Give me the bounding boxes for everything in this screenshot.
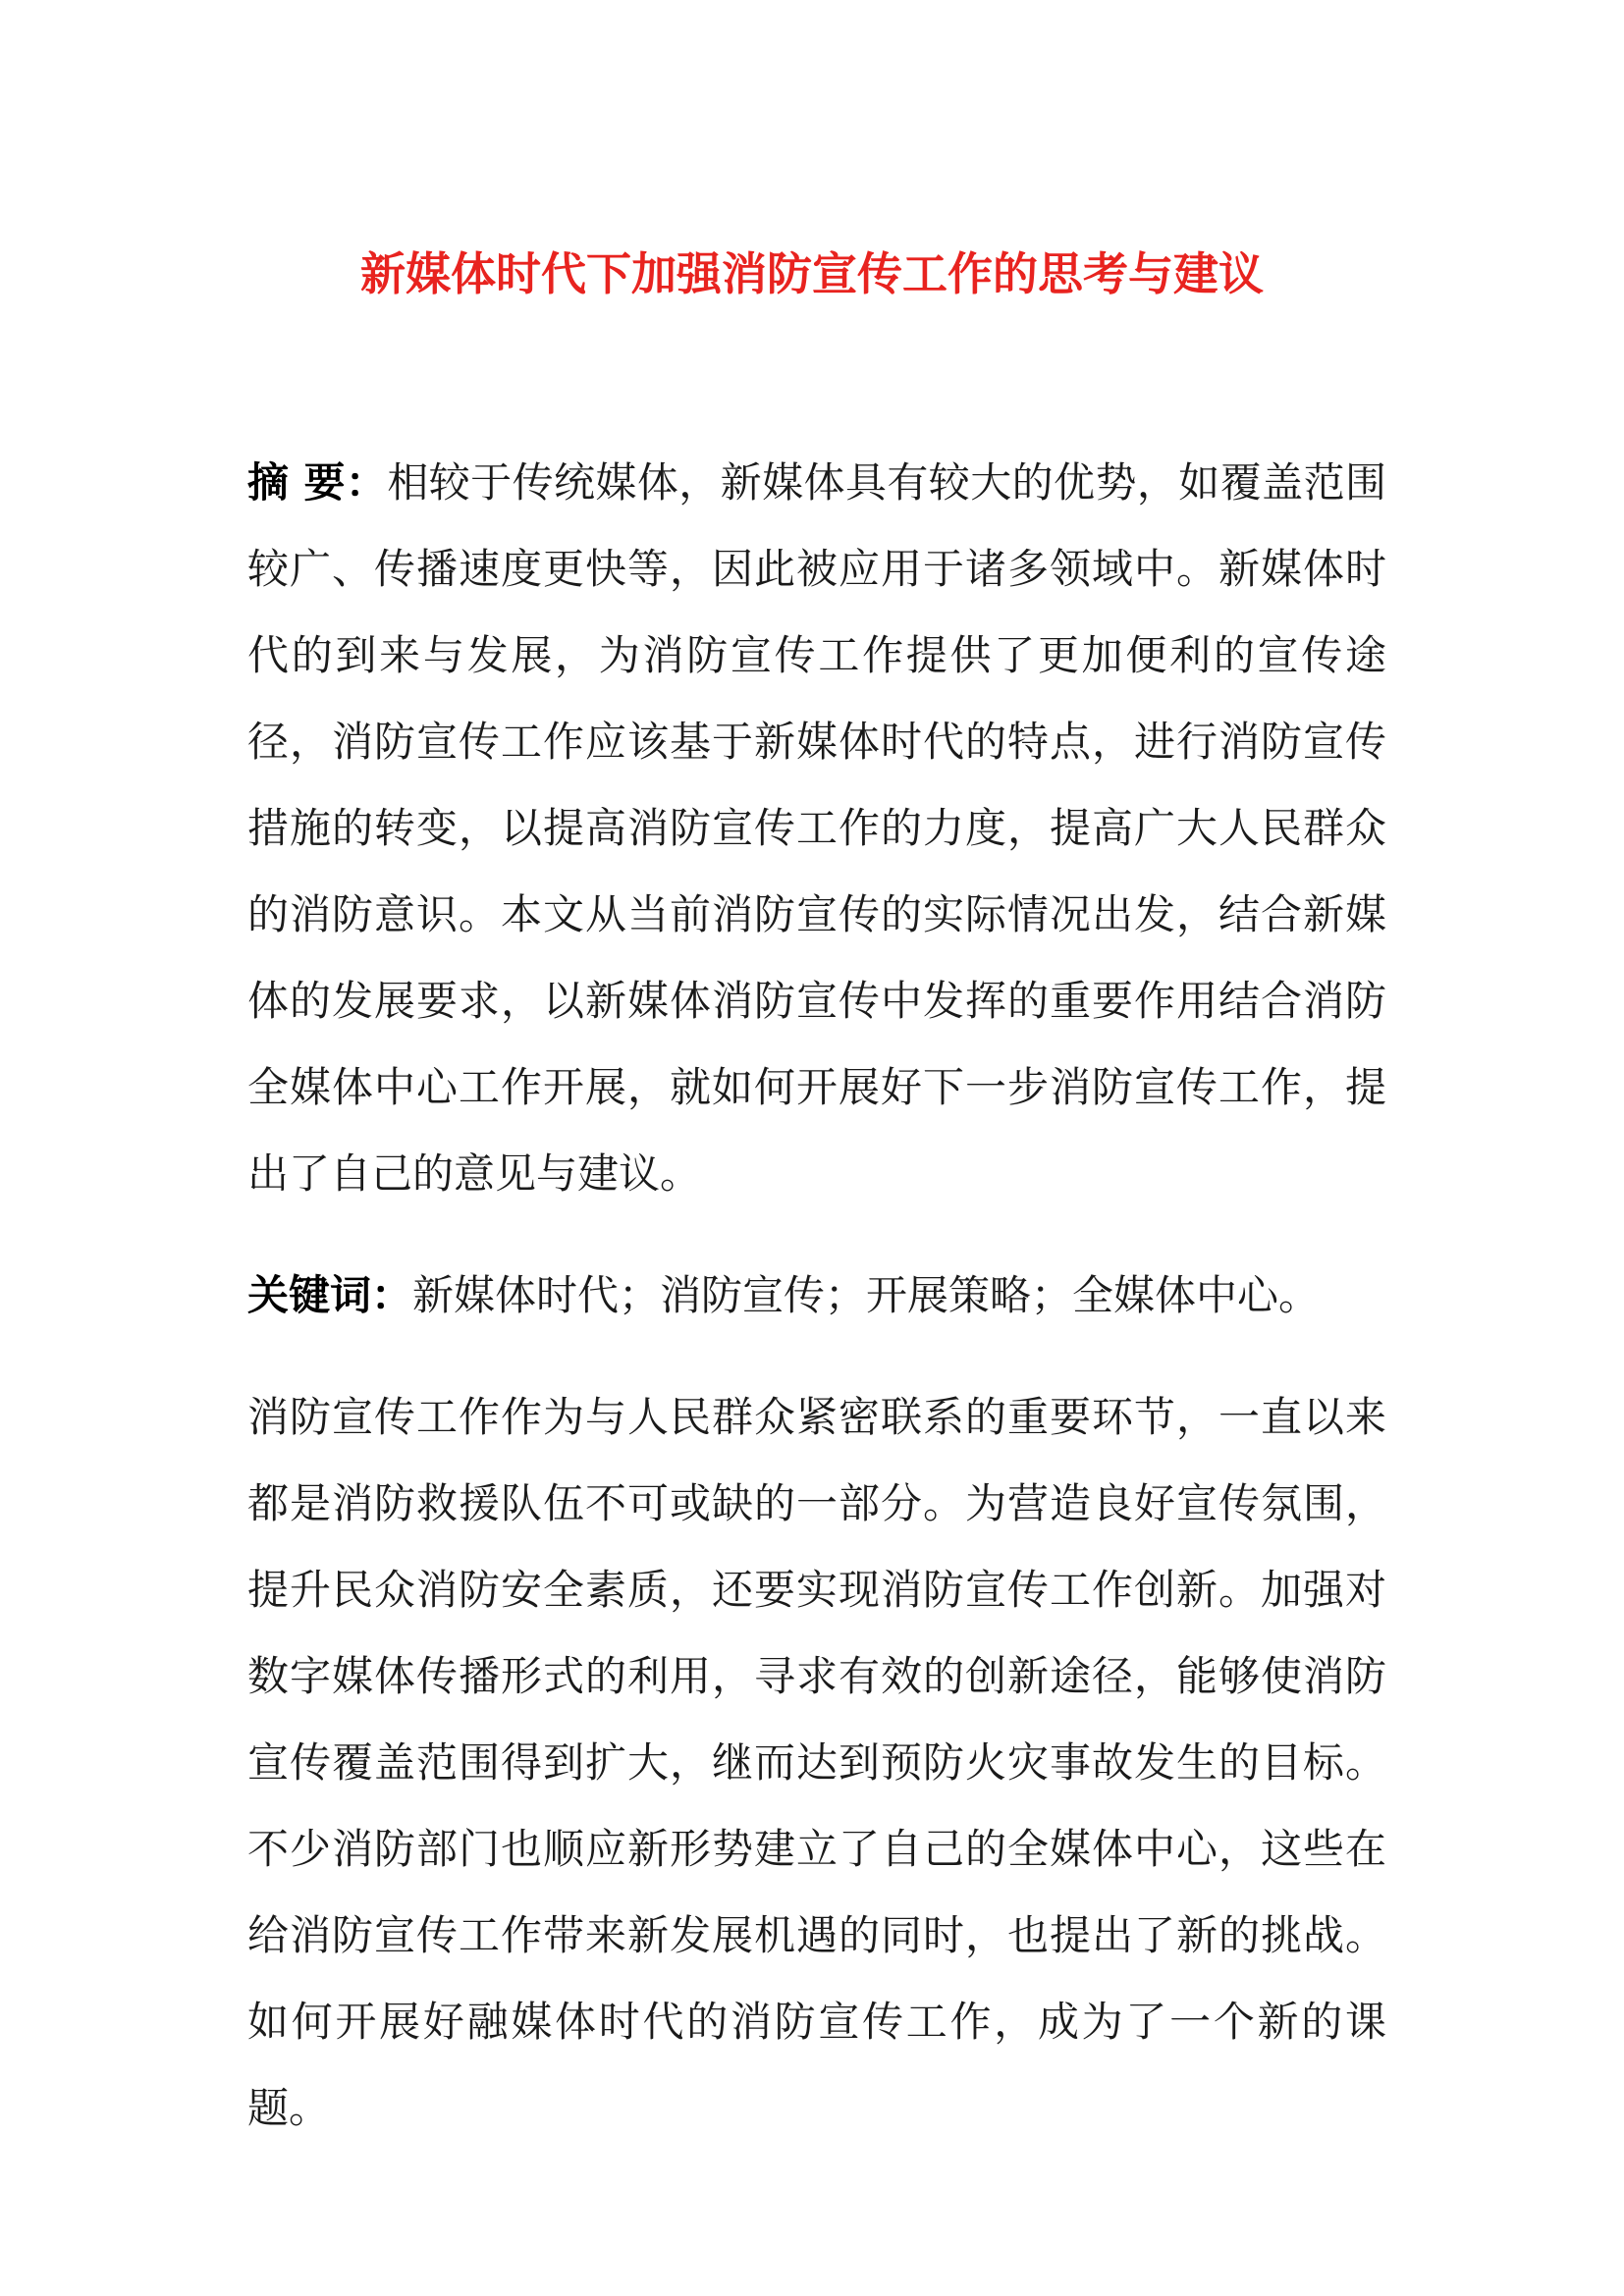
abstract-text: 相较于传统媒体，新媒体具有较大的优势，如覆盖范围较广、传播速度更快等，因此被应用于诸多领域中。新媒体时代的到来与发展，为消防宣传工作提供了更加便利的宣传途径，消防宣传工作应该基于新媒体时代的特点，进行消防宣传措施的转变，以提高消防宣传工作的力度，提高广大人民群众的消防意识。本文从当前消防宣传的实际情况出发，结合新媒体的发展要求，以新媒体消防宣传中发挥的重要作用结合消防全媒体中心工作开展，就如何开展好下一步消防宣传工作，提出了自己的意见与建议。 bbox=[247, 458, 1386, 1198]
abstract-label: 摘 要： bbox=[247, 458, 388, 507]
keywords-text: 新媒体时代；消防宣传；开展策略；全媒体中心。 bbox=[412, 1271, 1321, 1319]
keywords-label: 关键词： bbox=[247, 1271, 413, 1319]
abstract-paragraph bbox=[247, 440, 1386, 1217]
keywords-paragraph bbox=[247, 1253, 1386, 1339]
body-paragraph: 消防宣传工作作为与人民群众紧密联系的重要环节，一直以来都是消防救援队伍不可或缺的一部分。为营造良好宣传氛围，提升民众消防安全素质，还要实现消防宣传工作创新。加强对数字媒体传播形式的利用，寻求有效的创新途径，能够使消防宣传覆盖范围得到扩大，继而达到预防火灾事故发生的目标。不少消防部门也顺应新形势建立了自己的全媒体中心，这些在给消防宣传工作带来新发展机遇的同时，也提出了新的挑战。如何开展好融媒体时代的消防宣传工作，成为了一个新的课题。 bbox=[247, 1393, 1386, 2132]
document-body bbox=[247, 440, 1386, 2152]
document-title: 新媒体时代下加强消防宣传工作的思考与建议 bbox=[360, 246, 1264, 300]
